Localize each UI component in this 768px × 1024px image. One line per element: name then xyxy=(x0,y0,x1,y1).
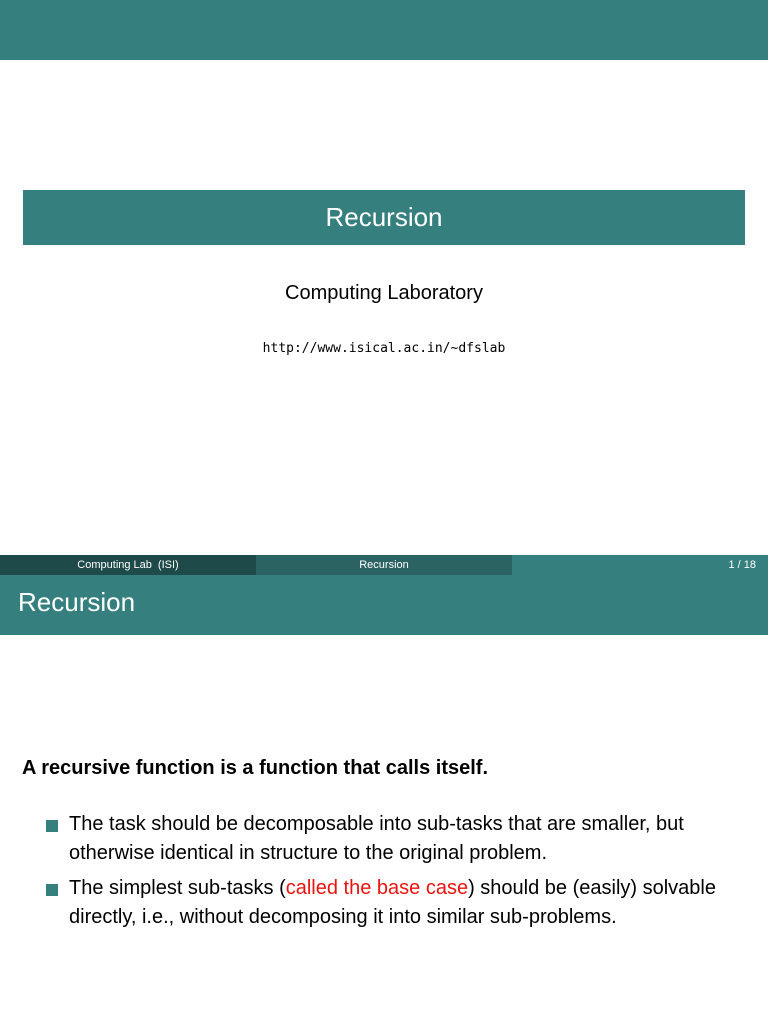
slide-title: Recursion xyxy=(325,202,443,232)
lab-url: http://www.isical.ac.in/~dfslab xyxy=(262,341,506,356)
footer-title: Recursion xyxy=(359,559,409,571)
footer-bar xyxy=(0,555,768,575)
slide-subtitle: Computing Laboratory xyxy=(285,282,483,304)
frame-title: Recursion xyxy=(18,587,136,617)
footer-author: Computing Lab xyxy=(77,559,152,571)
list-item xyxy=(46,810,751,867)
square-bullet-icon xyxy=(46,884,58,896)
base-case-highlight: called the base case xyxy=(285,877,469,899)
square-bullet-icon xyxy=(46,820,58,832)
definition-text: A recursive function is a function that calls itself. xyxy=(22,757,489,779)
title-box xyxy=(23,190,745,245)
bullet-text-before: The simplest sub-tasks ( xyxy=(69,877,286,899)
footer-institute: (ISI) xyxy=(157,559,179,571)
bullet-text: The task should be decomposable into sub-tasks that are smaller, but otherwise identical in structure to the original problem. xyxy=(69,813,684,864)
footer-page-number: 1 / 18 xyxy=(728,559,756,571)
header-band xyxy=(0,0,768,60)
bullet-list xyxy=(46,810,751,938)
footer-author-segment xyxy=(0,555,256,575)
footer-title-segment xyxy=(256,555,512,575)
footer-page-segment xyxy=(512,555,768,575)
frame-title-bar xyxy=(0,575,768,635)
bullet-text-after: ) should be (easily) solvable directly, i.e., without decomposing it into similar sub-problems. xyxy=(69,877,716,928)
list-item xyxy=(46,874,751,931)
